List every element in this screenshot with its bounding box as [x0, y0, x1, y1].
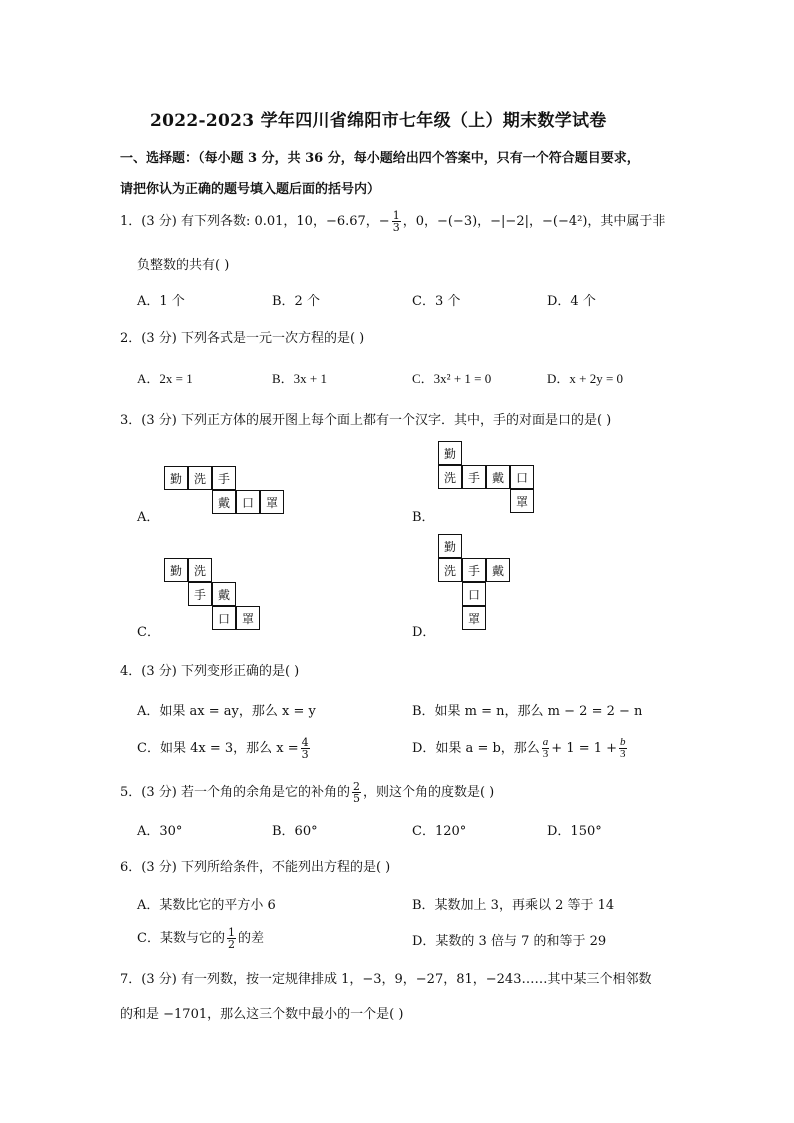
q1-frac-num: 1: [392, 209, 400, 222]
net-b-cell: 戴: [486, 465, 510, 489]
q2-option-a[interactable]: A．2x = 1: [137, 371, 193, 386]
net-a-cell: 戴: [212, 490, 236, 514]
net-b-cell: 口: [510, 465, 534, 489]
net-c-cell: 手: [188, 582, 212, 606]
q3-option-b-label[interactable]: B．: [412, 510, 435, 525]
q4-d-num1: a: [542, 736, 549, 748]
question-7-stem: 7．(3 分) 有一列数，按一定规律排成 1，−3，9，−27，81，−243……其中某三个相邻数: [120, 972, 652, 987]
net-c-cell: 口: [212, 606, 236, 630]
question-7-line2: 的和是 −1701，那么这三个数中最小的一个是( ): [120, 1007, 404, 1022]
q5-rest: ，则这个角的度数是( ): [362, 785, 495, 800]
q4-d-fraction-2: [619, 737, 627, 760]
q5-option-b[interactable]: B．60°: [272, 824, 318, 839]
question-1-stem: [120, 210, 665, 233]
q4-d-den1: 3: [542, 748, 549, 760]
q4-d-mid: + 1 = 1 +: [551, 741, 618, 756]
q4-d-den2: 3: [620, 748, 626, 760]
q4-c-num: 4: [301, 736, 309, 749]
q5-option-a[interactable]: A．30°: [137, 824, 183, 839]
q3-option-a-label[interactable]: A．: [137, 510, 160, 525]
q6-option-b[interactable]: B．某数加上 3，再乘以 2 等于 14: [412, 898, 615, 913]
q6-c-prefix: C．某数与它的: [137, 931, 225, 946]
q4-option-b[interactable]: B．如果 m = n，那么 m − 2 = 2 − n: [412, 704, 643, 719]
section-heading-line2: 请把你认为正确的题号填入题后面的括号内）: [120, 182, 381, 197]
q2-option-b[interactable]: B．3x + 1: [272, 371, 328, 386]
q1-fraction: [392, 210, 401, 233]
q5-prefix: 5．(3 分) 若一个角的余角是它的补角的: [120, 785, 350, 800]
question-5-stem: [120, 780, 494, 806]
q3-option-c-label[interactable]: C．: [137, 625, 160, 640]
net-a-cell: 罩: [260, 490, 284, 514]
net-b-cell: 勤: [438, 441, 462, 465]
question-3-stem: 3．(3 分) 下列正方体的展开图上每个面上都有一个汉字．其中，手的对面是口的是( ): [120, 413, 612, 428]
net-d-cell: 口: [462, 582, 486, 606]
q2-option-d[interactable]: D．x + 2y = 0: [547, 371, 624, 386]
q6-c-den: 2: [227, 938, 235, 951]
net-a-cell: 勤: [164, 466, 188, 490]
q1-prefix: 1．(3 分) 有下列各数: 0.01，10，−6.67，−: [120, 214, 390, 229]
net-c-cell: 罩: [236, 606, 260, 630]
q6-option-a[interactable]: A．某数比它的平方小 6: [137, 898, 276, 913]
q5-frac-den: 5: [352, 792, 360, 805]
q4-option-a[interactable]: A．如果 ax = ay，那么 x = y: [137, 704, 316, 719]
q4-d-fraction-1: [542, 737, 550, 760]
q5-fraction: [352, 781, 361, 804]
net-c-cell: 戴: [212, 582, 236, 606]
net-a-cell: 口: [236, 490, 260, 514]
net-a-cell: 洗: [188, 466, 212, 490]
net-d-cell: 洗: [438, 558, 462, 582]
q1-option-a[interactable]: A．1 个: [137, 294, 185, 309]
q6-c-fraction: [227, 927, 236, 950]
net-d-cell: 罩: [462, 606, 486, 630]
q5-option-c[interactable]: C．120°: [412, 824, 467, 839]
q1-option-d[interactable]: D．4 个: [547, 294, 596, 309]
question-1-line2: 负整数的共有( ): [137, 258, 230, 273]
q6-option-d[interactable]: D．某数的 3 倍与 7 的和等于 29: [412, 934, 607, 949]
q4-option-c[interactable]: [137, 736, 312, 762]
q6-option-c[interactable]: [137, 926, 264, 952]
net-c-cell: 洗: [188, 558, 212, 582]
net-d-cell: 戴: [486, 558, 510, 582]
q4-c-fraction: [301, 737, 310, 760]
q3-option-d-label[interactable]: D．: [412, 625, 436, 640]
q5-option-d[interactable]: D．150°: [547, 824, 602, 839]
net-c-cell: 勤: [164, 558, 188, 582]
question-4-stem: 4．(3 分) 下列变形正确的是( ): [120, 664, 300, 679]
q1-rest: ，0，−(−3)，−|−2|，−(−4²)，其中属于非: [402, 214, 666, 229]
q2-option-c[interactable]: C．3x² + 1 = 0: [412, 371, 492, 386]
q6-c-rest: 的差: [237, 931, 264, 946]
q1-option-c[interactable]: C．3 个: [412, 294, 461, 309]
net-b-cell: 罩: [510, 489, 534, 513]
q4-c-den: 3: [301, 748, 309, 761]
question-6-stem: 6．(3 分) 下列所给条件，不能列出方程的是( ): [120, 860, 391, 875]
net-d-cell: 手: [462, 558, 486, 582]
q4-d-num2: b: [620, 736, 626, 748]
q4-option-d[interactable]: [412, 736, 629, 762]
q6-c-num: 1: [227, 926, 235, 939]
net-a-cell: 手: [212, 466, 236, 490]
net-b-cell: 手: [462, 465, 486, 489]
q4-c-prefix: C．如果 4x = 3，那么 x =: [137, 741, 299, 756]
page-title: 2022-2023 学年四川省绵阳市七年级（上）期末数学试卷: [150, 111, 607, 131]
net-d-cell: 勤: [438, 534, 462, 558]
q1-frac-den: 3: [392, 221, 400, 234]
question-2-stem: 2．(3 分) 下列各式是一元一次方程的是( ): [120, 331, 365, 346]
q5-frac-num: 2: [352, 780, 360, 793]
q4-d-prefix: D．如果 a = b，那么: [412, 741, 540, 756]
q1-option-b[interactable]: B．2 个: [272, 294, 320, 309]
section-heading: 一、选择题：（每小题 3 分，共 36 分，每小题给出四个答案中，只有一个符合题目要求，: [120, 151, 640, 166]
net-b-cell: 洗: [438, 465, 462, 489]
